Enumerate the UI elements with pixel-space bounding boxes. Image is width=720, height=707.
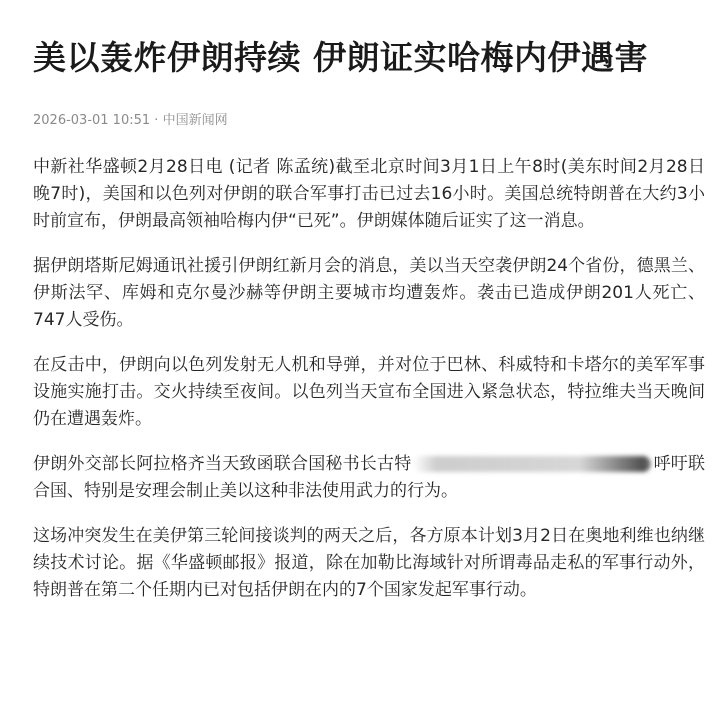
article-body	[33, 154, 705, 604]
article-meta	[33, 112, 705, 130]
publish-datetime: 2026-03-01 10:51	[33, 113, 151, 128]
meta-separator: ·	[150, 113, 163, 128]
paragraph-4-before: 伊朗外交部长阿拉格齐当天致函联合国秘书长古特	[33, 454, 412, 474]
paragraph-5: 这场冲突发生在美伊第三轮间接谈判的两天之后，各方原本计划3月2日在奥地利维也纳继续技术讨论。据《华盛顿邮报》报道，除在加勒比海域针对所谓毒品走私的军事行动外，特朗普在第二个任期内已对包括伊朗在内的7个国家发起军事行动。	[33, 526, 705, 600]
redacted-text-blur	[413, 456, 651, 472]
article-source[interactable]: 中国新闻网	[162, 113, 228, 128]
article	[33, 0, 705, 622]
paragraph-4-after: 呼吁联合国、特别是安理会制止美以这种非法使用武力的行为。	[33, 454, 706, 501]
paragraph-1: 中新社华盛顿2月28日电 (记者 陈孟统)截至北京时间3月1日上午8时(美东时间2月28日晚7时)，美国和以色列对伊朗的联合军事打击已过去16小时。美国总统特朗普在大约3小时前宣布，伊朗最高领袖哈梅内伊“已死”。伊朗媒体随后证实了这一消息。	[33, 157, 705, 231]
article-title: 美以轰炸伊朗持续 伊朗证实哈梅内伊遇害	[33, 38, 648, 77]
paragraph-3: 在反击中，伊朗向以色列发射无人机和导弹，并对位于巴林、科威特和卡塔尔的美军军事设施实施打击。交火持续至夜间。以色列当天宣布全国进入紧急状态，特拉维夫当天晚间仍在遭遇轰炸。	[33, 355, 705, 429]
paragraph-2: 据伊朗塔斯尼姆通讯社援引伊朗红新月会的消息，美以当天空袭伊朗24个省份，德黑兰、伊斯法罕、库姆和克尔曼沙赫等伊朗主要城市均遭轰炸。袭击已造成伊朗201人死亡、747人受伤。	[33, 256, 705, 330]
paragraph-4	[33, 451, 705, 505]
